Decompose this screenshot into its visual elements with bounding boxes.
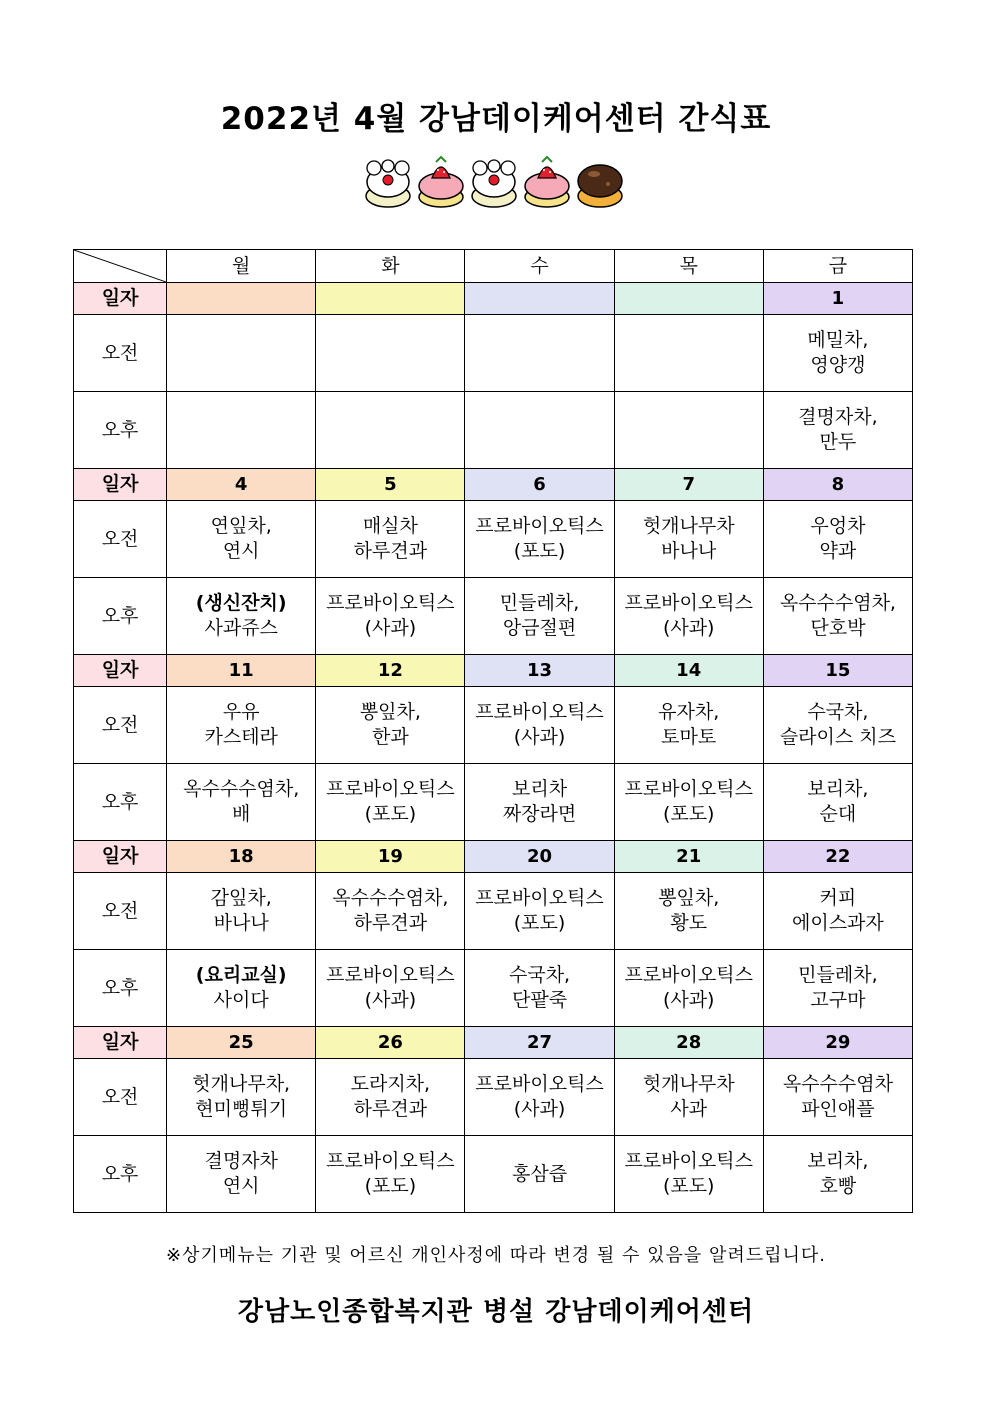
snack-item-text: 옥수수수염차,	[779, 592, 896, 614]
date-cell: 5	[316, 469, 465, 501]
date-cell: 29	[763, 1027, 912, 1059]
snack-item-text: 단호박	[810, 617, 866, 639]
snack-item-text: (포도)	[662, 1175, 715, 1197]
snack-item-text: 프로바이오틱스	[624, 778, 753, 800]
snack-item-text: (포도)	[364, 1175, 417, 1197]
date-row	[74, 841, 913, 873]
date-row	[74, 1027, 913, 1059]
snack-item-text: 옥수수수염차	[782, 1073, 893, 1095]
date-cell: 11	[167, 655, 316, 687]
date-label: 일자	[74, 283, 167, 315]
snack-item-text: 순대	[819, 803, 857, 825]
snack-cell	[167, 950, 316, 1027]
snack-cell	[763, 873, 912, 950]
snack-cell	[167, 873, 316, 950]
snack-cell	[763, 687, 912, 764]
pm-snack-row	[74, 578, 913, 655]
strawberry-cake-icon	[521, 154, 573, 210]
change-notice: ※상기메뉴는 기관 및 어르신 개인사정에 따라 변경 될 수 있음을 알려드립니다.	[165, 1245, 827, 1266]
snack-cell	[763, 315, 912, 392]
date-cell: 12	[316, 655, 465, 687]
corner-cell	[74, 250, 167, 283]
weekday-header: 수	[465, 250, 614, 283]
snack-item-text: 하루견과	[353, 540, 428, 562]
date-cell: 15	[763, 655, 912, 687]
am-snack-row	[74, 501, 913, 578]
snack-cell	[614, 392, 763, 469]
snack-cell	[316, 873, 465, 950]
snack-menu-table	[73, 249, 913, 1213]
am-snack-row	[74, 1059, 913, 1136]
date-label: 일자	[74, 655, 167, 687]
snack-cell	[465, 950, 614, 1027]
snack-cell	[614, 764, 763, 841]
snack-item-text: 연시	[222, 1175, 260, 1197]
am-label: 오전	[74, 873, 167, 950]
weekday-header-row	[74, 250, 913, 283]
snack-item-text: 민들레차,	[499, 592, 580, 614]
date-cell: 14	[614, 655, 763, 687]
weekday-header: 금	[763, 250, 912, 283]
strawberry-cake-icon	[415, 154, 467, 210]
snack-item-text: (사과)	[513, 726, 566, 748]
date-row	[74, 283, 913, 315]
snack-item-text: (포도)	[364, 803, 417, 825]
snack-item-text: 매실차	[362, 515, 418, 537]
snack-cell	[763, 392, 912, 469]
snack-item-text: 도라지차,	[350, 1073, 431, 1095]
snack-item-text: 프로바이오틱스	[326, 592, 455, 614]
date-cell: 13	[465, 655, 614, 687]
date-cell	[316, 283, 465, 315]
pm-snack-row	[74, 1136, 913, 1213]
date-label: 일자	[74, 1027, 167, 1059]
snack-cell	[167, 764, 316, 841]
date-cell	[465, 283, 614, 315]
date-cell	[167, 283, 316, 315]
am-label: 오전	[74, 315, 167, 392]
snack-cell	[465, 873, 614, 950]
snack-cell	[465, 315, 614, 392]
date-cell: 19	[316, 841, 465, 873]
cream-cake-icon	[468, 154, 520, 210]
snack-item-text: (포도)	[662, 803, 715, 825]
snack-item-text: 앙금절편	[502, 617, 577, 639]
am-snack-row	[74, 687, 913, 764]
pm-label: 오후	[74, 764, 167, 841]
snack-item-text: 수국차,	[508, 964, 571, 986]
date-cell: 8	[763, 469, 912, 501]
date-row	[74, 655, 913, 687]
date-cell: 18	[167, 841, 316, 873]
snack-item-text: 보리차,	[807, 778, 869, 800]
snack-item-text: 헛개나무차,	[192, 1073, 291, 1095]
snack-item-text: 바나나	[661, 540, 717, 562]
snack-cell	[614, 1059, 763, 1136]
snack-cell	[167, 1136, 316, 1213]
cream-cake-icon	[362, 154, 414, 210]
date-cell: 28	[614, 1027, 763, 1059]
snack-item-text: 현미뻥튀기	[195, 1098, 288, 1120]
date-cell: 25	[167, 1027, 316, 1059]
snack-item-text: 한과	[372, 726, 409, 748]
snack-item-text: 커피	[819, 887, 857, 909]
snack-cell	[316, 764, 465, 841]
snack-cell	[614, 1136, 763, 1213]
snack-item-text: (요리교실)	[195, 964, 287, 986]
am-snack-row	[74, 315, 913, 392]
snack-item-text: 프로바이오틱스	[624, 964, 753, 986]
date-cell: 1	[763, 283, 912, 315]
snack-item-text: 프로바이오틱스	[624, 1150, 753, 1172]
snack-item-text: 보리차	[512, 778, 568, 800]
snack-item-text: 바나나	[213, 912, 269, 934]
snack-cell	[465, 501, 614, 578]
snack-cell	[316, 578, 465, 655]
snack-item-text: 하루견과	[353, 912, 428, 934]
snack-item-text: 호빵	[819, 1175, 857, 1197]
snack-cell	[763, 950, 912, 1027]
snack-cell	[167, 687, 316, 764]
snack-cell	[167, 392, 316, 469]
snack-cell	[614, 873, 763, 950]
am-label: 오전	[74, 501, 167, 578]
snack-cell	[614, 315, 763, 392]
snack-item-text: 헛개나무차	[642, 515, 735, 537]
snack-cell	[763, 501, 912, 578]
snack-cell	[316, 315, 465, 392]
date-row	[74, 469, 913, 501]
snack-item-text: (포도)	[513, 540, 566, 562]
snack-item-text: 슬라이스 치즈	[779, 726, 896, 748]
snack-item-text: 감잎차,	[210, 887, 272, 909]
snack-item-text: 카스테라	[204, 726, 278, 748]
pm-snack-row	[74, 392, 913, 469]
organization-footer: 강남노인종합복지관 병설 강남데이케어센터	[237, 1297, 755, 1327]
snack-item-text: 프로바이오틱스	[326, 778, 455, 800]
menu-body	[74, 283, 913, 1213]
snack-item-text: (사과)	[513, 1098, 566, 1120]
snack-item-text: 연시	[222, 540, 260, 562]
snack-item-text: 보리차,	[807, 1150, 869, 1172]
snack-cell	[763, 578, 912, 655]
snack-item-text: (사과)	[662, 989, 715, 1011]
snack-cell	[614, 578, 763, 655]
snack-item-text: 프로바이오틱스	[475, 515, 604, 537]
snack-item-text: 옥수수수염차,	[183, 778, 300, 800]
weekday-header: 월	[167, 250, 316, 283]
snack-item-text: 프로바이오틱스	[326, 964, 455, 986]
snack-item-text: 민들레차,	[798, 964, 878, 986]
snack-item-text: 메밀차,	[807, 329, 869, 351]
snack-cell	[316, 1059, 465, 1136]
snack-cell	[465, 392, 614, 469]
snack-cell	[763, 1136, 912, 1213]
snack-item-text: 프로바이오틱스	[475, 701, 604, 723]
snack-item-text: 유자차,	[658, 701, 720, 723]
snack-item-text: 파인애플	[801, 1098, 875, 1120]
snack-item-text: 수국차,	[807, 701, 869, 723]
pm-label: 오후	[74, 578, 167, 655]
snack-cell	[167, 315, 316, 392]
snack-cell	[465, 764, 614, 841]
date-cell: 26	[316, 1027, 465, 1059]
snack-item-text: 옥수수수염차,	[332, 887, 449, 909]
pm-snack-row	[74, 950, 913, 1027]
snack-item-text: 우유	[222, 701, 260, 723]
snack-item-text: 사과	[670, 1098, 708, 1120]
chocolate-cake-icon	[574, 154, 626, 210]
date-cell: 21	[614, 841, 763, 873]
snack-cell	[614, 501, 763, 578]
pm-label: 오후	[74, 392, 167, 469]
snack-cell	[465, 578, 614, 655]
snack-item-text: 결명자차	[204, 1150, 278, 1172]
am-snack-row	[74, 873, 913, 950]
snack-item-text: 프로바이오틱스	[475, 1073, 604, 1095]
snack-cell	[167, 1059, 316, 1136]
snack-item-text: 영양갱	[810, 354, 866, 376]
snack-item-text: 토마토	[661, 726, 717, 748]
weekday-header: 목	[614, 250, 763, 283]
snack-item-text: 단팥죽	[512, 989, 568, 1011]
snack-cell	[167, 501, 316, 578]
snack-cell	[614, 687, 763, 764]
snack-item-text: 뽕잎차,	[359, 701, 421, 723]
snack-cell	[614, 950, 763, 1027]
snack-item-text: (사과)	[662, 617, 715, 639]
date-label: 일자	[74, 841, 167, 873]
snack-item-text: 프로바이오틱스	[475, 887, 604, 909]
weekday-header: 화	[316, 250, 465, 283]
snack-cell	[316, 687, 465, 764]
snack-item-text: 헛개나무차	[642, 1073, 735, 1095]
date-cell: 22	[763, 841, 912, 873]
pm-snack-row	[74, 764, 913, 841]
snack-cell	[465, 1059, 614, 1136]
snack-item-text: 프로바이오틱스	[624, 592, 753, 614]
snack-cell	[316, 392, 465, 469]
snack-item-text: 사과쥬스	[204, 617, 278, 639]
snack-cell	[316, 1136, 465, 1213]
snack-item-text: 뽕잎차,	[658, 887, 720, 909]
date-cell: 7	[614, 469, 763, 501]
snack-cell	[316, 950, 465, 1027]
snack-item-text: 고구마	[810, 989, 866, 1011]
snack-item-text: 우엉차	[810, 515, 866, 537]
snack-cell	[763, 764, 912, 841]
snack-item-text: (포도)	[513, 912, 566, 934]
snack-item-text: 약과	[819, 540, 857, 562]
snack-item-text: 결명자차,	[798, 406, 878, 428]
snack-cell	[465, 1136, 614, 1213]
snack-item-text: (사과)	[364, 989, 417, 1011]
cake-decoration	[362, 154, 632, 210]
date-cell: 20	[465, 841, 614, 873]
snack-item-text: 짜장라면	[502, 803, 577, 825]
snack-item-text: (사과)	[364, 617, 417, 639]
am-label: 오전	[74, 687, 167, 764]
page-title: 2022년 4월 강남데이케어센터 간식표	[220, 101, 772, 137]
am-label: 오전	[74, 1059, 167, 1136]
snack-item-text: 연잎차,	[210, 515, 272, 537]
diagonal-line	[74, 250, 166, 282]
snack-item-text: 만두	[819, 431, 857, 453]
snack-item-text: 사이다	[213, 989, 269, 1011]
pm-label: 오후	[74, 950, 167, 1027]
snack-item-text: (생신잔치)	[195, 592, 287, 614]
date-cell	[614, 283, 763, 315]
snack-cell	[465, 687, 614, 764]
snack-item-text: 프로바이오틱스	[326, 1150, 455, 1172]
snack-cell	[167, 578, 316, 655]
snack-item-text: 하루견과	[353, 1098, 428, 1120]
snack-item-text: 배	[232, 803, 251, 825]
date-cell: 27	[465, 1027, 614, 1059]
snack-item-text: 에이스과자	[792, 912, 884, 934]
snack-item-text: 홍삼즙	[512, 1162, 568, 1185]
date-label: 일자	[74, 469, 167, 501]
date-cell: 6	[465, 469, 614, 501]
pm-label: 오후	[74, 1136, 167, 1213]
snack-item-text: 황도	[670, 912, 708, 934]
date-cell: 4	[167, 469, 316, 501]
snack-cell	[763, 1059, 912, 1136]
snack-cell	[316, 501, 465, 578]
